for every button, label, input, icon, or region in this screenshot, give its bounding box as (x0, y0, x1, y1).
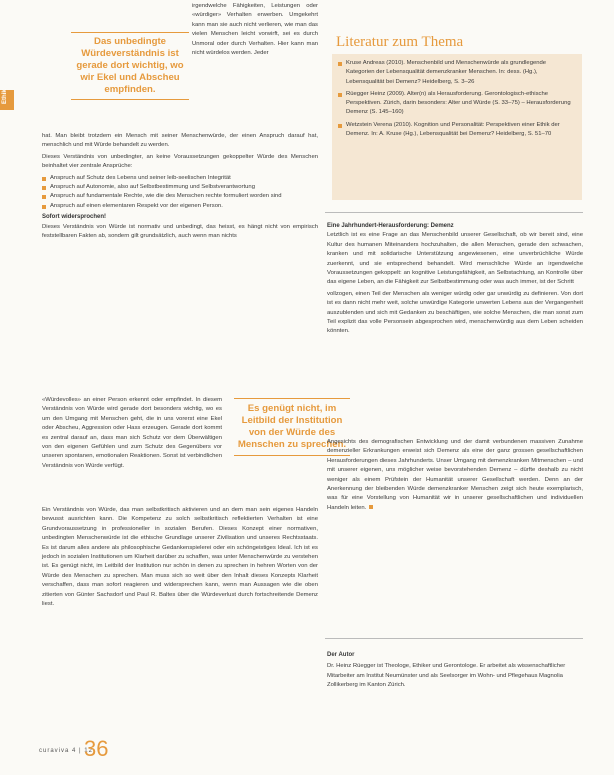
col-b-left-paragraph: «Würdevolles» an einer Person erkennt oder empfindet. In diesem Verständnis von Würde wird gerade dort besonders wichtig, wo es um den Umgang mit Menschen geht, die in uns vorerst eine Ekel oder Abscheu, Aggression oder Hass erzeugen. Gerade dort kommt es zentral darauf an, dass man sich Schutz vor dem Überwältigen von den eigenen Gefühlen und zum Schutz des Gegenübers vor unseren spontanen, emotionalen Reaktionen. Sonst ist verbindlichen Verständnis von Würde verfügt. (42, 397, 222, 469)
subheading-demenz: Eine Jahrhundert-Herausforderung: Demenz (327, 223, 454, 229)
intro-paragraph: Dieses Verständnis von unbedingter, an keine Voraussetzungen gekoppelter Würde des Menschen beinhaltet vier zentrale Ansprüche: (42, 153, 318, 170)
col-r-paragraph: Letztlich ist es eine Frage an das Menschenbild unserer Gesellschaft, ob wir bereit sind, eine Kultur des humanen Miteinanders hochzuhalten, die allen Menschen, gerade den schwachen, kranken und mit solidarische Unterstützung angewiesenen, eine unverbrüchliche Würde zuerkennt, und sie entsprechend behandelt. Wird menschliche Würde an irgendwelche Voraussetzungen gekoppelt: an kognitive Leistungsfähigkeit, an Selbstachtung, an Kontrolle über das eigene Leben, an die Fähigkeit zur Selbstbestimmung oder was auch immer, ist der Schritt (327, 232, 583, 286)
lead-text-right (192, 2, 318, 60)
page-number: 36 (84, 736, 109, 761)
col-b-bottom-paragraph: Ein Verständnis von Würde, das man selbstkritisch aktivieren und an dem man sein eigenes Handeln bewusst ausrichten kann. Die Kompetenz zu solch selbstkritisch reflektierten Verhalten ist eine Grundvoraussetzung in professioneller in sozialen Berufen. Dieses Konzept einer normativen, unbedingten Menschenwürde ist die ethische Grundlage unserer Zivilisation und unseres Rechtsstaats. Es ist darum alles andere als philosophische Gedankenspielerei oder ein schöngeistiges Ideal. Ich ist es jedoch in sozialen Institutionen um Klarheit darüber zu schaffen, was unter Menschenwürde zu verstehen ist. Es genügt nicht, im Leitbild der Institution nur schön in denen zu sprechen in hehren Worten von der Würde des Menschen zu sprechen. Man muss sich so weit über den Inhalt dieses Konzepts Klarheit verschaffen, dass man sofort reagieren und widersprechen kann, wenn man Aussagen wie die oben zitierten von Günter Sachsdorf und Paul R. Baltes über die Würdeverlust durch fortschreitende Demenz liest. (42, 507, 318, 608)
literature-list (338, 59, 574, 142)
lead-text-left (42, 132, 318, 243)
col-b-left (42, 396, 222, 473)
end-mark-icon (369, 505, 373, 509)
list-item: Anspruch auf fundamentale Rechte, wie die des Menschen rechte formuliert worden sind (42, 192, 318, 201)
literature-title: Literatur zum Thema (336, 34, 464, 50)
section-tab-label: Ethik (2, 89, 8, 104)
claims-list (42, 174, 318, 212)
lead-left-paragraph: hat. Man bleibt trotzdem ein Mensch mit seiner Menschenwürde, der einen Anspruch darauf hat, menschlich und mit Würde behandelt zu werden. (42, 133, 318, 149)
col-right-lower (327, 438, 583, 515)
col-b-top-paragraph: Dieses Verständnis von Würde ist normativ und unbedingt, das heisst, es hängt nicht von empirisch feststellbaren Fakten ab, sondern gilt grundsätzlich, auch wenn man nichts (42, 223, 318, 240)
lead-right-paragraph: irgendwelche Fähigkeiten, Leistungen oder «würdiger» Verhalten erwerben. Umgekehrt kann man sie auch nicht verlieren, wie man das vielen Menschen leicht vorwirft, sei es durch Unmoral oder durch Verhalten. Hier kann man nicht würdelos werden. Jeder (192, 3, 318, 57)
col-r-text-3: Angesichts des demografischen Entwicklung und der damit verbundenen massiven Zunahme demenzieller Erkrankungen erweist sich Demenz als eine der ganz grossen gesellschaftlichen Herausforderungen dieses Jahrhunderts. Unser Umgang mit demenzkranken Mitmenschen – und mit unserer eigenen, uns möglicher weise bevorstehenden Demenz – dürfte deshalb zu nicht weniger als einem Prüfstein der Humanität unserer Gesellschaft werden. Denn an der Anerkennung der bleibenden Würde demenzkranker Menschen zeigt sich heute exemplarisch, was für eine Vorstellung von Humanität wir in unserer gesellschaftlichen und individuellen Handeln leiten. (327, 439, 583, 511)
list-item: Anspruch auf einen elementaren Respekt vor der eigenen Person. (42, 202, 318, 211)
section-tab (0, 90, 14, 110)
author-box (327, 651, 583, 691)
subheading-sofort: Sofort widersprochen! (42, 214, 107, 221)
col-r-paragraph-2: vollzogen, einen Teil der Menschen als weniger würdig oder gar unwürdig zu definieren. Von dort ist es dann nicht mehr weit, solche unwürdige Kategorie unwerten Lebens aus der Vergangenheit auszublenden und sich mit Gedanken zu beschäftigen, wie solche Menschen, die man sonst zum Teil explizit das volle Personsein abgesprochen wird, menschenwürdig aus dem Leben scheiden könnten. (327, 290, 583, 335)
col-right (327, 220, 583, 339)
list-item: Anspruch auf Autonomie, also auf Selbstbestimmung und Selbstverantwortung (42, 183, 318, 192)
pull-quote-2: Es genügt nicht, im Leitbild der Institution von der Würde des Menschen zu sprechen. (234, 398, 350, 456)
list-item: Kruse Andreas (2010). Menschenbild und Menschenwürde als grundlegende Kategorien der Lebensqualität demenzkranker Menschen. In: dess. (Hg.), Lebensqualität bei Demenz? Heidelberg, S. 3–26 (338, 59, 574, 87)
list-item: Rüegger Heinz (2009). Alter(n) als Herausforderung. Gerontologisch-ethische Perspektiven. Zürich, darin besonders: Alter und Würde (S. 33–75) – Herausforderung Demenz (S. 145–160) (338, 90, 574, 118)
footer-magazine: curaviva 4 | 12 (39, 748, 93, 754)
divider (325, 638, 583, 639)
author-text: Dr. Heinz Rüegger ist Theologe, Ethiker und Gerontologe. Er arbeitet als wissenschaftlicher Mitarbeiter am Institut Neumünster und als Seelsorger im Wohn- und Pflegehaus Magnolia Zollikerberg im Kanton Zürich. (327, 663, 566, 689)
list-item: Wetzstein Verena (2010). Kognition und Personalität: Perspektiven einer Ethik der Demenz. In: A. Kruse (Hg.), Lebensqualität bei Demenz? Heidelberg, S. 51–70 (338, 121, 574, 140)
col-b-bottom (42, 506, 318, 611)
divider (325, 212, 583, 213)
pull-quote-1: Das unbedingte Würdeverständnis ist gerade dort wichtig, wo wir Ekel und Abscheu empfinden. (71, 32, 189, 100)
author-heading: Der Autor (327, 652, 355, 658)
col-r-paragraph-3 (327, 438, 583, 513)
list-item: Anspruch auf Schutz des Lebens und seiner leib-seelischen Integrität (42, 174, 318, 183)
